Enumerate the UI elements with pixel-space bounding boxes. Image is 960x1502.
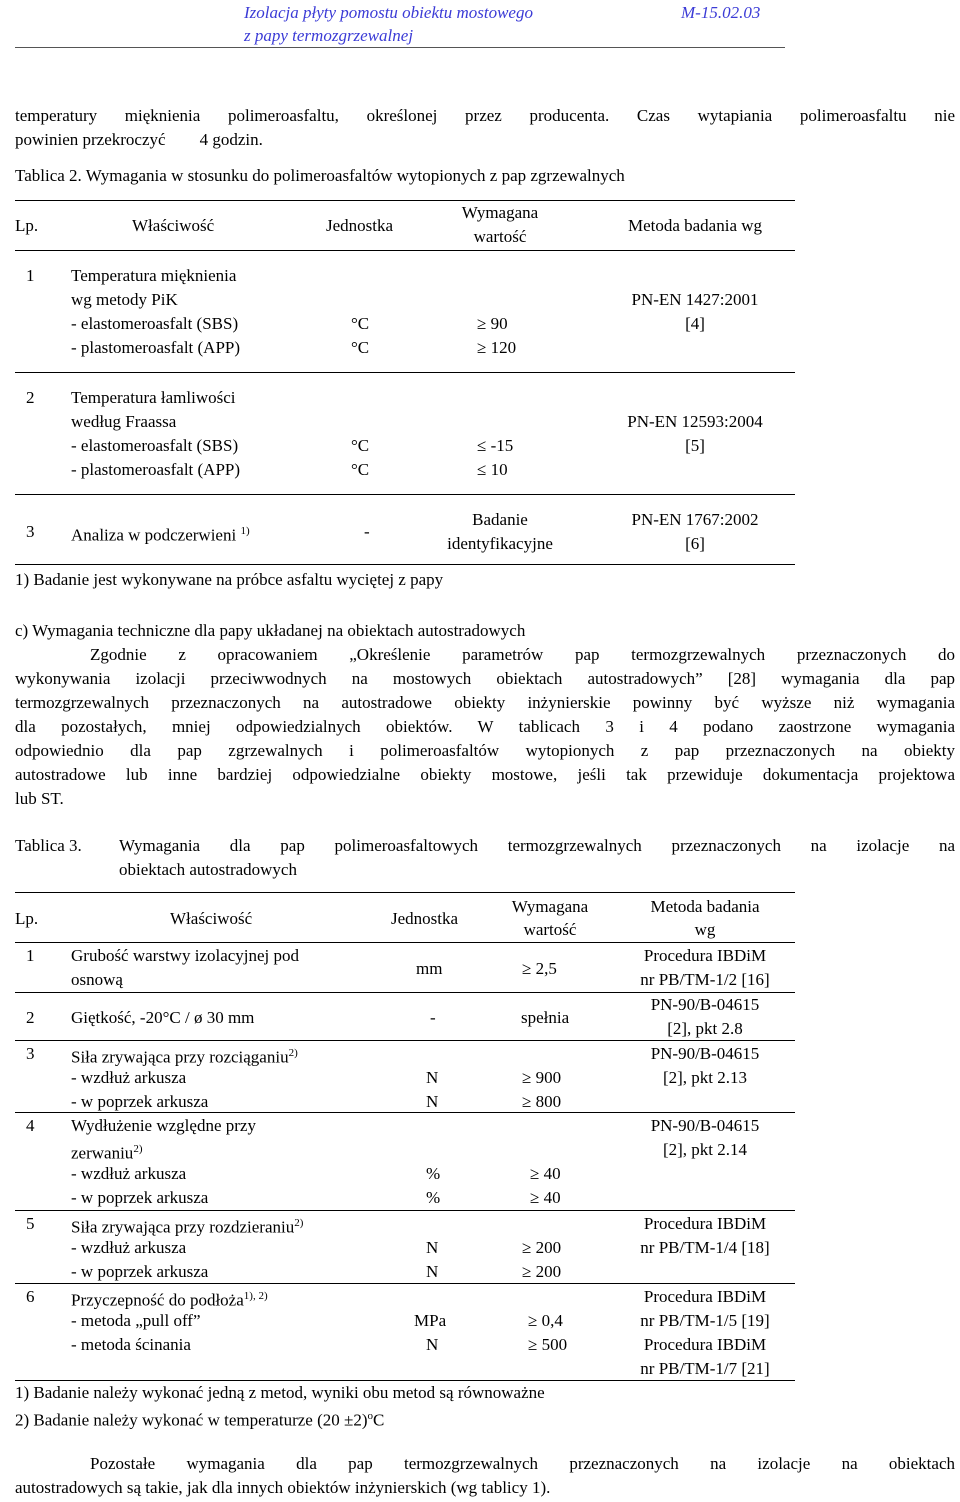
t2-h-prop: Właściwość (132, 216, 215, 235)
closing-line-2: autostradowych są takie, jak dla innych obiektów inżynierskich (wg tablicy 1). (15, 1478, 551, 1497)
table3-row-rule (15, 1040, 795, 1041)
t3-r4-prop0: Wydłużenie względne przy (71, 1116, 256, 1135)
t2-r3-sup: 1) (240, 525, 250, 537)
t3-r3-prop2: - w poprzek arkusza (71, 1092, 209, 1111)
t3-r3-prop-text: Siła zrywająca przy rozciąganiu (71, 1047, 289, 1067)
t2-r3-lp: 3 (26, 522, 35, 541)
t3-h-unit: Jednostka (391, 909, 459, 928)
table2-footnote: 1) Badanie jest wykonywane na próbce asfaltu wyciętej z papy (15, 570, 444, 589)
t2-r3-unit0: - (364, 522, 370, 541)
closing-line-1: Pozostałe wymagania dla pap termozgrzewalnych przeznaczonych na izolacje na obiektach (90, 1454, 955, 1473)
table3-top-rule (15, 892, 795, 893)
t3-h-req2: wartość (523, 920, 577, 939)
t2-r2-prop2: - elastomeroasfalt (SBS) (71, 436, 239, 455)
table3-footnote-2-unit: C (372, 1410, 385, 1430)
t2-r2-method0: PN-EN 12593:2004 (627, 412, 763, 431)
t3-r5-prop-text: Siła zrywająca przy rozdzieraniu (71, 1217, 295, 1237)
t2-h-req1: Wymagana (461, 203, 539, 222)
t2-r1-prop2: - elastomeroasfalt (SBS) (71, 314, 239, 333)
t2-r2-unit1: °C (351, 460, 370, 479)
t3-r2-method0: PN-90/B-04615 (650, 995, 760, 1014)
table3-header-rule (15, 942, 795, 943)
t2-r1-lp: 1 (26, 266, 35, 285)
t3-h-req1: Wymagana (511, 897, 589, 916)
t2-h-method: Metoda badania wg (627, 216, 763, 235)
t2-h-lp: Lp. (15, 216, 39, 235)
t2-r3-method0: PN-EN 1767:2002 (631, 510, 759, 529)
intro-line-2: powinien przekroczyć 4 godzin. (15, 130, 263, 149)
t2-r1-req0: ≥ 90 (477, 314, 508, 333)
t2-r2-req0: ≤ -15 (477, 436, 514, 455)
t3-r1-lp: 1 (26, 946, 35, 965)
table2-header-rule (15, 250, 795, 251)
header-subtitle: z papy termozgrzewalnej (244, 26, 414, 45)
table2-caption: Tablica 2. Wymagania w stosunku do polimeroasfaltów wytopionych z pap zgrzewalnych (15, 166, 625, 185)
t2-r1-prop0: Temperatura mięknienia (71, 266, 237, 285)
t3-r1-req: ≥ 2,5 (522, 959, 557, 978)
t3-r3-method1: [2], pkt 2.13 (662, 1068, 748, 1087)
t3-r4-prop2: - wzdłuż arkusza (71, 1164, 187, 1183)
t2-r3-req0: Badanie (472, 510, 528, 529)
section-c-line-1: Zgodnie z opracowaniem „Określenie parametrów pap termozgrzewalnych przeznaczonych do (90, 645, 955, 664)
t2-r2-unit0: °C (351, 436, 370, 455)
t2-r3-method1: [6] (685, 534, 705, 553)
section-c-heading: c) Wymagania techniczne dla papy układanej na obiektach autostradowych (15, 621, 526, 640)
t3-r5-prop2: - w poprzek arkusza (71, 1262, 209, 1281)
table2-row-rule (15, 372, 795, 373)
t2-r1-req1: ≥ 120 (477, 338, 517, 357)
t3-r6-unit0: MPa (414, 1311, 447, 1330)
t2-h-unit: Jednostka (326, 216, 394, 235)
t3-r1-method1: nr PB/TM-1/2 [16] (640, 970, 770, 989)
intro-line-1: temperatury mięknienia polimeroasfaltu, określonej przez producenta. Czas wytapiania polimeroasfaltu nie (15, 106, 955, 125)
t3-h-method1: Metoda badania (650, 897, 760, 916)
t3-r3-lp: 3 (26, 1044, 35, 1063)
t2-r2-lp: 2 (26, 388, 35, 407)
t3-r5-req0: ≥ 200 (522, 1238, 562, 1257)
t3-r4-req0: ≥ 40 (530, 1164, 561, 1183)
t3-r1-prop0: Grubość warstwy izolacyjnej pod (71, 946, 300, 965)
t2-r1-method1: [4] (685, 314, 705, 333)
t3-r4-method1: [2], pkt 2.14 (662, 1140, 748, 1159)
t3-r1-method0: Procedura IBDiM (643, 946, 767, 965)
table3-caption-label: Tablica 3. (15, 836, 82, 855)
t3-r3-req0: ≥ 900 (522, 1068, 562, 1087)
t3-r4-prop3: - w poprzek arkusza (71, 1188, 209, 1207)
t3-r3-unit1: N (426, 1092, 439, 1111)
t3-r6-lp: 6 (26, 1287, 35, 1306)
t3-r3-unit0: N (426, 1068, 439, 1087)
t3-r6-req0: ≥ 0,4 (528, 1311, 563, 1330)
t2-r1-unit1: °C (351, 338, 370, 357)
header-rule (15, 47, 785, 48)
t3-r3-prop1: - wzdłuż arkusza (71, 1068, 187, 1087)
t3-r4-sup: 2) (133, 1143, 143, 1155)
t3-r4-req1: ≥ 40 (530, 1188, 561, 1207)
section-c-line-6: autostradowe lub inne bardziej odpowiedzialne obiekty mostowe, jeśli tak przewiduje dokumentacja projektowa (15, 765, 955, 784)
t2-r3-prop-text: Analiza w podczerwieni (71, 525, 237, 545)
section-c-line-5: odpowiednio dla pap zgrzewalnych i polimeroasfaltów wytopionych z pap przeznaczonych na obiekty (15, 741, 955, 760)
t3-r5-sup: 2) (294, 1217, 304, 1229)
table2-top-rule (15, 200, 795, 201)
t2-r2-prop0: Temperatura łamliwości (71, 388, 236, 407)
t3-r2-lp: 2 (26, 1008, 35, 1027)
header-code: M-15.02.03 (681, 3, 761, 22)
t3-r5-lp: 5 (26, 1214, 35, 1233)
t3-h-lp: Lp. (15, 909, 39, 928)
t2-r1-prop1: wg metody PiK (71, 290, 178, 309)
t3-r5-method0: Procedura IBDiM (643, 1214, 767, 1233)
t3-r4-unit0: % (426, 1164, 441, 1183)
table2-bottom-rule (15, 564, 795, 565)
section-c-line-4: dla pozostałych, mniej odpowiedzialnych obiektów. W tablicach 3 i 4 podano zaostrzone wymagania (15, 717, 955, 736)
t3-r6-req1: ≥ 500 (528, 1335, 568, 1354)
t3-r1-prop1: osnową (71, 970, 123, 989)
t2-h-req2: wartość (473, 227, 527, 246)
t3-r6-method3: nr PB/TM-1/7 [21] (640, 1359, 770, 1378)
t2-r2-req1: ≤ 10 (477, 460, 508, 479)
t3-r6-sup: 1), 2) (243, 1290, 268, 1302)
t3-r4-lp: 4 (26, 1116, 35, 1135)
t3-h-method2: wg (694, 920, 716, 939)
t3-h-prop: Właściwość (170, 909, 253, 928)
table2-row-rule (15, 494, 795, 495)
table3-footnote-2 (15, 1405, 384, 1432)
t3-r4-method0: PN-90/B-04615 (650, 1116, 760, 1135)
t3-r3-sup: 2) (288, 1047, 298, 1059)
table3-row-rule (15, 1210, 795, 1211)
t3-r2-unit: - (430, 1008, 436, 1027)
table3-footnote-2-text: 2) Badanie należy wykonać w temperaturze (20 ±2) (15, 1410, 368, 1430)
t3-r3-req1: ≥ 800 (522, 1092, 562, 1111)
t2-r2-method1: [5] (685, 436, 705, 455)
table3-footnote-1: 1) Badanie należy wykonać jedną z metod, wyniki obu metod są równoważne (15, 1383, 545, 1402)
section-c-line-7: lub ST. (15, 789, 64, 808)
t3-r4-unit1: % (426, 1188, 441, 1207)
t3-r6-method0: Procedura IBDiM (643, 1287, 767, 1306)
t3-r3-method0: PN-90/B-04615 (650, 1044, 760, 1063)
table3-row-rule (15, 1112, 795, 1113)
t3-r6-unit1: N (426, 1335, 439, 1354)
t3-r6-method2: Procedura IBDiM (643, 1335, 767, 1354)
t2-r3-prop0 (71, 520, 250, 547)
t2-r1-method0: PN-EN 1427:2001 (631, 290, 759, 309)
t2-r2-prop3: - plastomeroasfalt (APP) (71, 460, 241, 479)
table3-row-rule (15, 1283, 795, 1284)
t3-r6-method1: nr PB/TM-1/5 [19] (640, 1311, 770, 1330)
t2-r2-prop1: według Fraassa (71, 412, 177, 431)
t3-r1-unit: mm (416, 959, 443, 978)
header-title: Izolacja płyty pomostu obiektu mostowego (244, 3, 533, 22)
section-c-line-3: termozgrzewalnych przeznaczonych na autostradowe obiekty inżynierskie powinny być wyższe niż wymagania (15, 693, 955, 712)
t3-r2-req: spełnia (521, 1008, 570, 1027)
t3-r6-prop2: - metoda ścinania (71, 1335, 191, 1354)
t2-r3-req1: identyfikacyjne (447, 534, 553, 553)
t3-r4-prop-text: zerwaniu (71, 1143, 134, 1163)
table3-caption-line-2: obiektach autostradowych (119, 860, 297, 879)
t2-r1-unit0: °C (351, 314, 370, 333)
table3-caption-line-1: Wymagania dla pap polimeroasfaltowych termozgrzewalnych przeznaczonych na izolacje na (119, 836, 955, 855)
t3-r5-prop1: - wzdłuż arkusza (71, 1238, 187, 1257)
t3-r6-prop-text: Przyczepność do podłoża (71, 1290, 244, 1310)
t3-r5-unit0: N (426, 1238, 439, 1257)
t3-r2-prop0: Giętkość, -20°C / ø 30 mm (71, 1008, 255, 1027)
table3-footnote-2-sup: o (367, 1410, 373, 1422)
t3-r5-method1: nr PB/TM-1/4 [18] (640, 1238, 770, 1257)
t3-r6-prop1: - metoda „pull off” (71, 1311, 201, 1330)
t3-r5-unit1: N (426, 1262, 439, 1281)
section-c-line-2: wykonywania izolacji przeciwwodnych na mostowych obiektach autostradowych” [28] wymagania dla pap (15, 669, 955, 688)
t3-r5-req1: ≥ 200 (522, 1262, 562, 1281)
t2-r1-prop3: - plastomeroasfalt (APP) (71, 338, 241, 357)
t3-r2-method1: [2], pkt 2.8 (667, 1019, 743, 1038)
